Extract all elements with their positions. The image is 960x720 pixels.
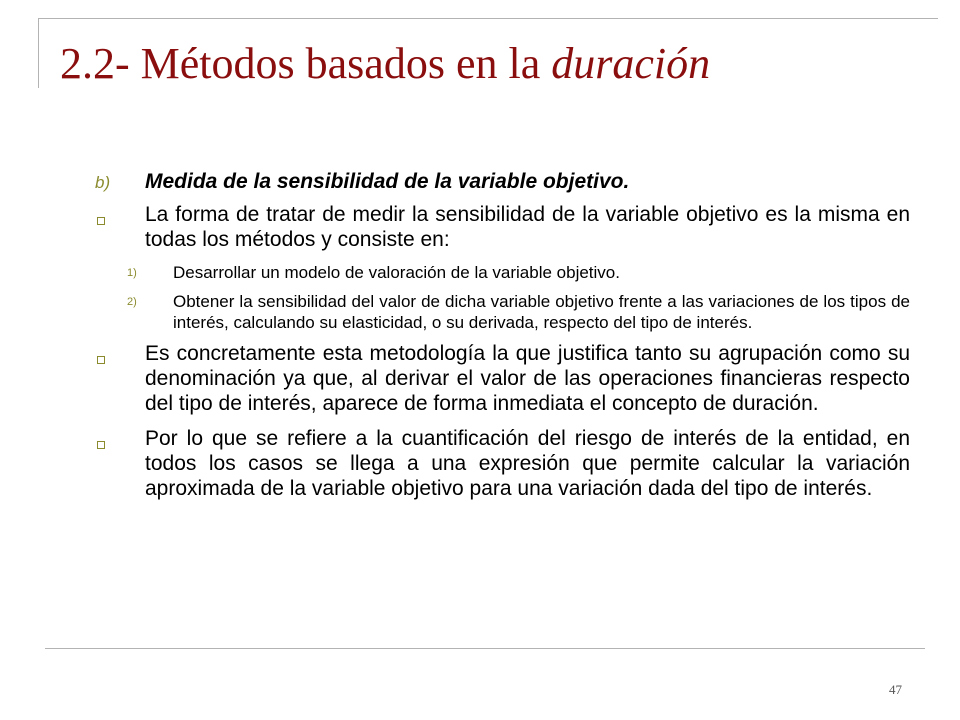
bullet-item-1 [95,202,910,252]
bullet-item-2 [95,341,910,416]
square-bullet-icon [95,426,145,454]
bullet-text-2: Es concretamente esta metodología la que justifica tanto su agrupación como su denominación ya que, al derivar el valor de las operaciones financieras respecto del tipo de interés, aparece de forma inmediata el concepto de duración. [145,342,910,415]
sub-item-1 [127,262,910,283]
bullet-text-3: Por lo que se refiere a la cuantificación del riesgo de interés de la entidad, en todos los casos se llega a una expresión que permite calcular la variación aproximada de la variable objetivo para una variación dada del tipo de interés. [145,427,910,500]
bullet-item-3 [95,426,910,501]
slide-title-emphasis: duración [551,39,711,88]
sub-item-marker-2: 2) [127,296,137,308]
sub-item-text-1: Desarrollar un modelo de valoración de la variable objetivo. [173,263,620,282]
slide-title-main: 2.2- Métodos basados en la [60,39,552,88]
square-bullet-icon [95,202,145,230]
bottom-rule [45,648,925,649]
slide-title [60,40,710,88]
slide-content [95,170,910,511]
sub-item-marker-1: 1) [127,267,137,279]
section-heading-marker: b) [95,173,111,192]
left-frame-line [38,18,39,88]
sub-item-2 [127,291,910,333]
sub-item-text-2: Obtener la sensibilidad del valor de dicha variable objetivo frente a las variaciones de los tipos de interés, calculando su elasticidad, o su derivada, respecto del tipo de interés. [173,292,910,332]
section-heading-text: Medida de la sensibilidad de la variable objetivo. [145,170,630,193]
top-frame-line [38,18,938,19]
square-bullet-icon [95,341,145,369]
section-heading [95,170,910,194]
bullet-text-1: La forma de tratar de medir la sensibilidad de la variable objetivo es la misma en todas los métodos y consiste en: [145,203,910,251]
page-number: 47 [889,682,902,697]
